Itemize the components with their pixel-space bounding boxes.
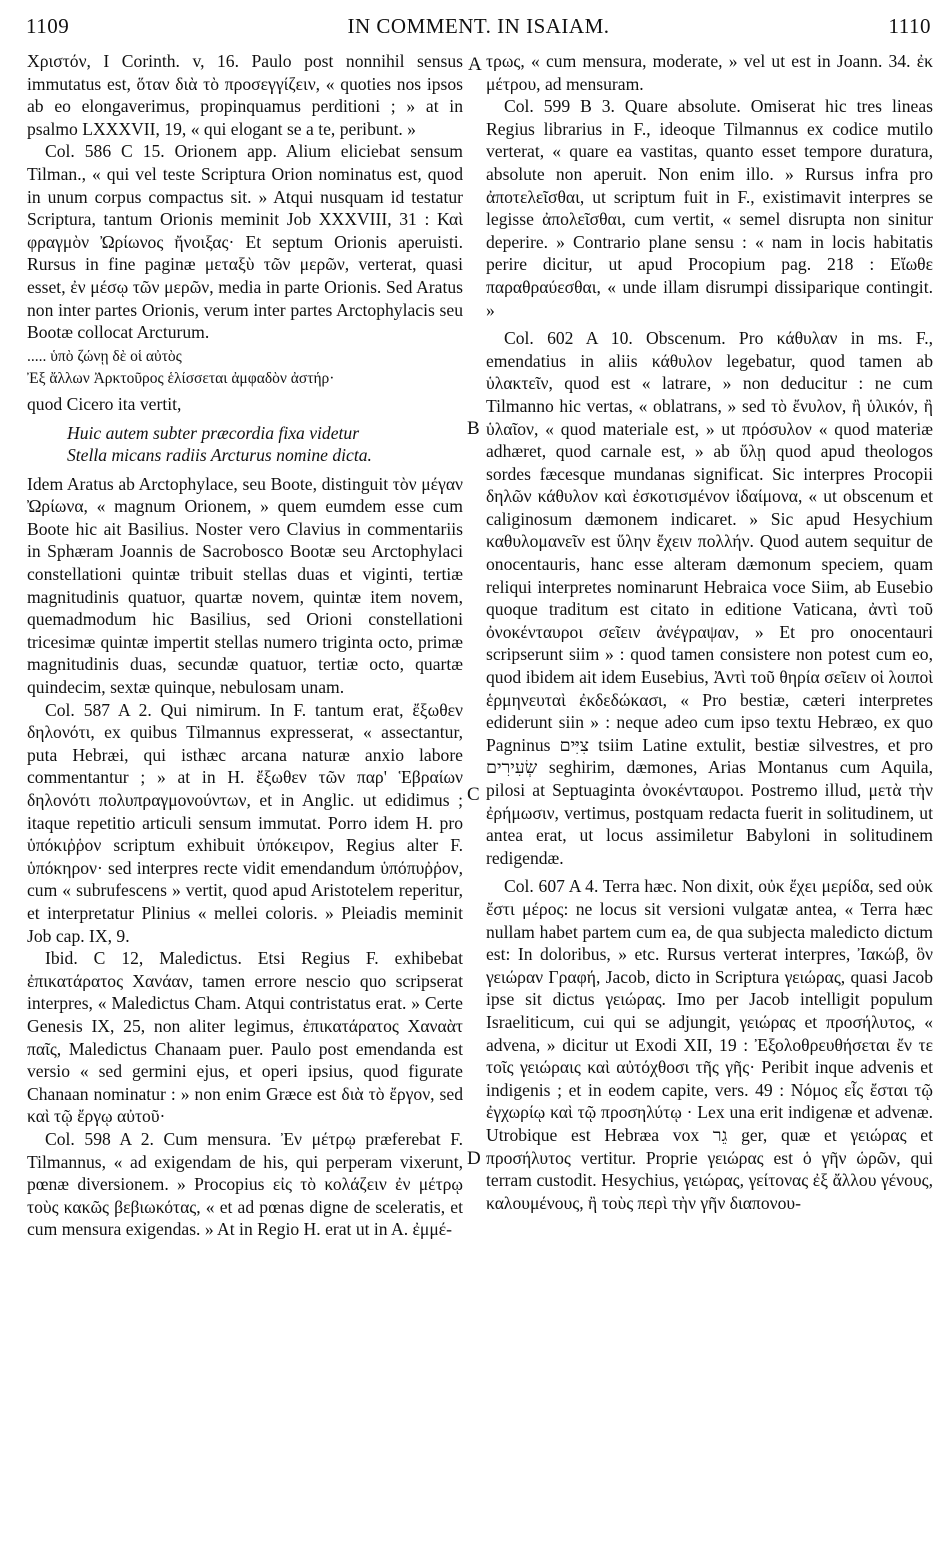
- greek-verse: [27, 346, 463, 391]
- left-page-number: 1109: [26, 14, 70, 38]
- note-paragraph: Col. 598 A 2. Cum mensura. Ἐν μέτρῳ præferebat F. Tilmannus, « ad exigendam de his, qui perperam vixerunt, pœnæ diversionem. » Procopius εἰς τὸ κολάζειν ἐν μέτρῳ τοὺς κακῶς βεβιωκότας, « et ad pœnas digne de sceleratis, et cum mensura exigendas. » At in Regio H. erat ut in A. ἐμμέ-: [27, 1128, 463, 1240]
- left-column: [27, 50, 463, 1241]
- verse-line: Ἐξ ἄλλων Ἀρκτοῦρος ἑλίσσεται ἀμφαδὸν ἀστήρ·: [27, 370, 335, 388]
- column-marker-c: C: [467, 784, 480, 805]
- note-paragraph: τρως, « cum mensura, moderate, » vel ut est in Joann. 34. ἐκ μέτρου, ad mensuram.: [486, 51, 933, 94]
- verse-line: Huic autem subter præcordia fixa videtur: [67, 422, 360, 443]
- running-title: IN COMMENT. IN ISAIAM.: [347, 14, 610, 38]
- note-paragraph: Col. 599 B 3. Quare absolute. Omiserat hic tres lineas Regius librarius in F., ideoque Tilmannus ex codice mutilo verterat, « quare ea vastitas, quanto esset tempore duratura, absolute non aperuit. Non enim illo. » Rursus infra pro ἀποτελεῖσθαι, ut scriptum fuit in F., existimavit interpres se legisse ἀπολεῖσθαι, cum vertit, « semel disrupta non sinitur deperire. » Contrario plane sensu : « nam in locis habitatis perire dicitur, ut apud Procopium pag. 218 : Εἴωθε παραθραύεσθαι, « unde illam disrumpi dissiparique contingit. »: [486, 96, 933, 320]
- verse-line: Stella micans radiis Arcturus nomine dicta.: [67, 445, 372, 466]
- note-paragraph: Χριστόν, I Corinth. v, 16. Paulo post nonnihil sensus immutatus est, ὅταν διὰ τὸ προσεγγίζειν, « quoties nos ipsos ab eo elongaverimus, propinquamus perditioni ; » at in psalmo LXXXVII, 19, « qui elogant se a te, peribunt. »: [27, 51, 463, 139]
- column-marker-d: D: [467, 1148, 481, 1169]
- note-paragraph: Col. 586 C 15. Orionem app. Alium eliciebat sensum Tilman., « qui vel teste Scriptura Orion nominatus est, quod in unum corpus compactus sit. » Atqui nusquam id testatur Scriptura, tantum Orionis meminit Job XXXVIII, 31 : Καὶ φραγμὸν Ὠρίωνος ἤνοιξας· Et septum Orionis aperuisti. Rursus in fine paginæ μεταξὺ τῶν μερῶν, verterat, quasi esset, ἐν μέσῳ τῶν μερῶν, media in parte Orionis. Sed Aratus non inter partes Orionis, verum inter partes Arctophylacis seu Bootæ collocat Arcturum.: [27, 141, 463, 343]
- running-header: [26, 14, 931, 44]
- note-paragraph: quod Cicero ita vertit,: [27, 393, 182, 414]
- column-marker-b: B: [467, 418, 480, 439]
- right-page-number: 1110: [888, 14, 931, 38]
- verse-line: ..... ὑπὸ ζώνῃ δὲ οἱ αὐτὸς: [27, 347, 182, 365]
- note-paragraph: Col. 587 A 2. Qui nimirum. In F. tantum erat, ἔξωθεν δηλονότι, ex quibus Tilmannus expresserat, « assectantur, puta Hebræi, qui isthæc arcana naturæ anxio labore commentantur ; » at in H. ἔξωθεν τῶν παρ' Ἑβραίων δηλονότι πολυπραγμονούντων, et in Anglic. ut edidimus ; itaque repetitio articuli sensum immutat. Porro idem H. pro ὑπόκιῤῥον scriptum exhibuit ὑπόκειρον, Regius alter F. ὑπόκηρον· sed interpres recte vidit emendandum ὑπόπυῤῥον, cum « subrufescens » vertit, quod apud Aristotelem reperitur, et interpretatur Plinius « mellei coloris. » Pleiadis meminit Job cap. IX, 9.: [27, 699, 463, 946]
- right-column: [486, 50, 933, 1214]
- note-paragraph: Col. 607 A 4. Terra hæc. Non dixit, οὐκ ἔχει μερίδα, sed οὐκ ἔστι μέρος: ne locus sit versioni vulgatæ antea, « Terra hæc nullam habet partem cum ea, de qua subjecta maledicto dictum est: In doloribus, » etc. Rursus verterat interpres, Ἰακώβ, ὃν γειώραν Γραφή, Jacob, dicto in Scriptura γειώρας, quasi Jacob ipse sit dictus γειώρας. Imo per Jacob intelligit populum Israeliticum, cui qui se adjungit, γειώρας et προσήλυτος, « advena, » dicitur ut Exodi XII, 19 : Ἐξολοθρευθήσεται ἔν τε τοῖς γειώραις καὶ αὐτόχθοσι τῆς γῆς· Peribit inque advenis et indigenis ; et in eodem capite, vers. 49 : Νόμος εἷς ἔσται τῷ ἐγχωρίῳ καὶ τῷ προσηλύτῳ · Lex una erit indigenæ et advenæ. Utrobique est Hebræa vox גֵר ger, quæ et γειώρας et προσήλυτος vertitur. Proprie γειώρας est ὁ γῆν ὡρῶν, qui terram custodit. Hesychius, γειώρας, γείτονας ἐξ ἄλλου γένους, καλουμένους, ἢ τοὺς περὶ τὴν γῆν διαπονου-: [486, 876, 933, 1213]
- note-paragraph: Ibid. C 12, Maledictus. Etsi Regius F. exhibebat ἐπικατάρατος Χανάαν, tamen errore nescio quo scripserat interpres, « Maledictus Cham. Atqui contristatus erat. » Certe Genesis IX, 25, non aliter legimus, ἐπικατάρατος Χαναὰτ παῖς, Maledictus Chanaam puer. Paulo post emendanda est versio « sed germini ejus, et operi ipsius, quod figurate Chanaan nominatur : » non enim Græce est διὰ τὸ ἔργον, sed καὶ τῷ ἔργῳ αὐτοῦ·: [27, 948, 463, 1127]
- note-paragraph: Idem Aratus ab Arctophylace, seu Boote, distinguit τὸν μέγαν Ὠρίωνα, « magnum Orionem, » quem eumdem esse cum Boote hic ait Basilius. Noster vero Clavius in commentariis in Sphæram Joannis de Sacrobosco Bootæ seu Arctophylaci constellationi quintæ tribuit stellas duas et viginti, tertiæ magnitudinis quatuor, quartæ novem, quintæ item novem, quemadmodum hic Basilius, sed Orioni constellationi tricesimæ quintæ impertit stellas numero triginta octo, primæ magnitudinis duas, secundæ quatuor, tertiæ octo, quartæ quindecim, sextæ quinque, nebulosam unam.: [27, 473, 463, 698]
- note-paragraph: Col. 602 A 10. Obscenum. Pro κάθυλαν in ms. F., emendatius in aliis κάθυλον legebatur, quod tamen ab ὑλακτεῖν, quod est « latrare, » non deducitur : ne cum Tilmanno hic vertas, « oblatrans, » sed τὸ ἔνυλον, ἢ ὑλικόν, ἢ ὑλαῖον, « quod materiale est, » ut πρόσυλον « quod materiæ adhæret, quod carnale est, » ab ὕλῃ quod apud theologos sordes fæcesque mundanas significat. Sic interpres Procopii δηλῶν κάθυλον καὶ ἐσκοτισμένον ἰδαίμονα, « ut obscenum et caliginosum dæmonem indicaret. » Sic apud Hesychium καθυλομανεῖν est ὕλην ἔχειν πολλήν. Quod autem sequitur de onocentauris, hanc esse alteram dæmonum speciem, quam reliqui interpretes nominarunt Hebraica voce Siim, ab Eusebio quoque traditum est citato in editione Vaticana, ἀντὶ τοῦ ὀνοκένταυροι σεῖειν ἀνέγραψαν, » Et pro onocentauri scripserunt siim » : quod tamen consistere non potest cum eo, quod ibidem ait idem Eusebius, Ἀντὶ τοῦ θηρία σεῖειν οἱ λοιποὶ ἑρμηνευταὶ ἐκδεδώκασι, « Pro bestiæ, cæteri interpretes ediderunt siin » : neque adeo cum ipso textu Hebræo, ex quo Pagninus צִיִּים tsiim Latine extulit, bestiæ silvestres, et pro שְׂעִירִים seghirim, dæmones, Arias Montanus cum Aquila, pilosi at Septuaginta ὀνοκένταυροι. Postremo illud, μετὰ τὴν ἐρήμωσιν, vertimus, postquam redacta fuerit in solitudinem, ut antea erat, ut locus assimiletur Babyloni in solitudinem redigendæ.: [486, 328, 933, 868]
- column-marker-a: A: [468, 54, 482, 75]
- latin-verse: [67, 422, 463, 467]
